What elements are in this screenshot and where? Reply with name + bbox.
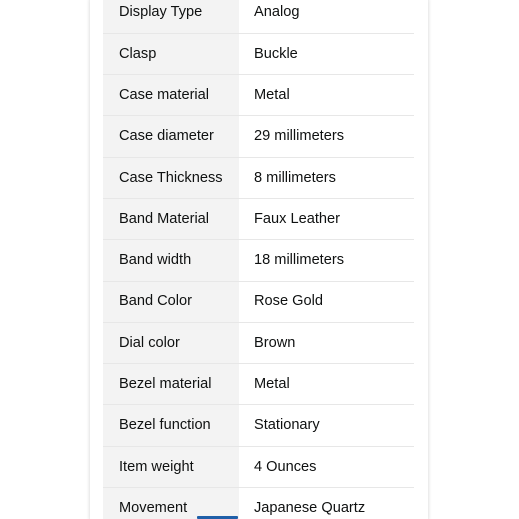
spec-value-case-material: Metal [239,75,414,116]
spec-label-band-color: Band Color [103,281,239,322]
table-row [103,75,414,116]
spec-value-case-diameter: 29 millimeters [239,116,414,157]
spec-value-band-color: Rose Gold [239,281,414,322]
spec-label-display-type: Display Type [103,0,239,33]
spec-label-movement: Movement [103,488,239,519]
spec-value-band-width: 18 millimeters [239,240,414,281]
spec-value-movement: Japanese Quartz [239,488,414,519]
spec-value-bezel-material: Metal [239,364,414,405]
spec-value-bezel-function: Stationary [239,405,414,446]
spec-value-band-material: Faux Leather [239,198,414,239]
spec-label-case-diameter: Case diameter [103,116,239,157]
spec-value-clasp: Buckle [239,33,414,74]
spec-value-display-type: Analog [239,0,414,33]
table-row [103,322,414,363]
table-row [103,488,414,519]
table-row [103,33,414,74]
spec-value-case-thickness: 8 millimeters [239,157,414,198]
table-row [103,198,414,239]
spec-label-clasp: Clasp [103,33,239,74]
spec-value-item-weight: 4 Ounces [239,446,414,487]
spec-label-bezel-material: Bezel material [103,364,239,405]
table-row [103,116,414,157]
table-row [103,446,414,487]
table-row [103,281,414,322]
spec-label-dial-color: Dial color [103,322,239,363]
table-row [103,0,414,33]
spec-label-case-material: Case material [103,75,239,116]
table-row [103,240,414,281]
spec-label-band-material: Band Material [103,198,239,239]
spec-label-case-thickness: Case Thickness [103,157,239,198]
spec-label-bezel-function: Bezel function [103,405,239,446]
table-row [103,157,414,198]
table-row [103,405,414,446]
spec-label-item-weight: Item weight [103,446,239,487]
spec-value-dial-color: Brown [239,322,414,363]
spec-label-band-width: Band width [103,240,239,281]
product-details-table [103,0,414,519]
table-row [103,364,414,405]
